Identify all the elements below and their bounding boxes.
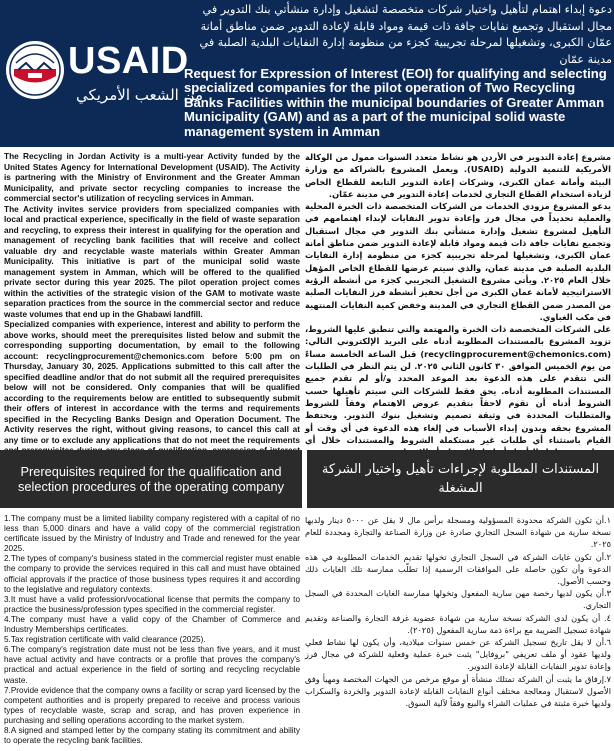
header-banner — [0, 0, 614, 147]
intro-english — [4, 151, 300, 466]
section-heading-english: Prerequisites required for the qualification and selection procedures of the operating company — [0, 450, 302, 508]
intro-paragraph-ar: على الشركات المتخصصة ذات الخبرة والمهتمة والتي تنطبق عليها الشروط، تزويد المشروع بالمستندات المطلوبة أدناه على البريد الإلكتروني التالي: (recyclingprocurement@chemonics.com) قبل الساعة الخامسة مساءً من يوم الخميس الموافق ٣٠ كانون الثاني ٢٠٢٥. لن يتم النظر في الطلبات التي تتقدم على هذه الدعوة بعد الموعد المحدد و/أو لم تقدم جميع المستندات المطلوبة أدناه. يحق فقط للشركات التي سيتم تأهيلها حسب الشروط أدناه أن تقوم لاحقاً بتقديم عروض الاهتمام وفقاً للشروط والمتطلبات المحددة في وثيقة تصميم وتشغيل بنوك التدوير. ويحتفظ المشروع بحقه وبدون إبداء الأسباب في إلغاء هذه الدعوة في أي وقت أو القيام باستثناء أي طلبات غير مستكملة الشروط والمستندات خلال أي — [305, 324, 611, 445]
prerequisite-item-ar: ١.أن تكون الشركة محدودة المسؤولية ومسجلة برأس مال لا يقل عن ٥٠٠٠ دينار ولديها نسخة سارية من شهادة السجل التجاري صادرة عن وزارة الصناعة والتجارة ومجددة للعام ٢٠٢٥. — [305, 515, 611, 550]
prerequisite-item-ar: ٤. أن يكون لدى الشركة نسخة سارية من شهادة عضوية غرفة التجارة والصناعة وتقديم شهادة تسجيل الضريبة مع براءة ذمة سارية المفعول (٢٠٢٥). — [305, 612, 611, 635]
prerequisite-item: 1.The company must be a limited liability company registered with a capital of no less than 5,000 dinars and have a valid copy of the commercial registration certificate issued by the Ministry of Industry and Trade and renewed for the year 2025. — [4, 514, 300, 554]
prerequisite-item-ar: ٧.إرفاق ما يثبت أن الشركة تمتلك منشأة أو موقع مرخص من الجهات المختصة ومهيأ وفق الأصول لاستقبال ومعالجة مختلف أنواع النفايات القابلة لإعادة التدوير والخردة والسكراب ولديها خبرة مثبتة في عمليات الشراء والبيع وفقاً لآلية السوق. — [305, 673, 611, 709]
intro-paragraph: The Recycling in Jordan Activity is a multi-year Activity funded by the United States Agency for International Development (USAID). The Activity is partnering with the Ministry of Environment and the Greater Amman Municipality, and private sector recycling companies to increase the commercial sector's utilization of recycling services in Amman. — [4, 151, 300, 203]
prerequisite-item-ar: ٢.أن تكون غايات الشركة في السجل التجاري تخولها تقديم الخدمات المطلوبة في هذه الدعوة وأن تكون حاصلة على الموافقات الرسمية إذا تطلّب ممارسة تلك الغايات ذلك وحسب الأصول. — [305, 551, 611, 587]
intro-arabic — [305, 151, 611, 458]
prerequisite-item: 7.Provide evidence that the company owns a facility or scrap yard licensed by the competent authorities and is properly prepared to receive and process various types of recyclable waste, scrap and scrap, and has proven experience in purchasing and selling operations according to the market system. — [4, 685, 300, 725]
prerequisites-arabic — [305, 514, 611, 709]
logo-wordmark: USAID — [68, 40, 189, 82]
prerequisite-item-ar: ٦.أن لا يقل تاريخ تسجيل الشركة عن خمس سنوات ميلادية، وأن يكون لها نشاط فعلي ولديها عقود أو ملف تعريفي "بروفايل" يثبت خبرة عملية وفعلية للشركة في مجال فرز وإعادة تدوير النفايات القابلة لإعادة التدوير. — [305, 637, 611, 672]
intro-paragraph-ar: يدعو المشروع مزودي الخدمات من الشركات المتخصصة ذات الخبرة المحلية والعملية تحديداً في مجال فرز وإعادة تدوير النفايات لإبداء اهتمامهم في التأهيل لمشروع تشغيل وإدارة منشأتي بنك التدوير في مجال استقبال وتجميع نفايات جافة ذات قيمة ومواد قابلة لإعادة التدوير ضمن مناطق أمانة عمان الكبرى، وتشغيلها لمرحلة تجريبية كجزء من منظومة إدارة النفايات البلدية الصلبة في مدينة عمان، والذي سيتم عرضها للقطاع الخاص المؤهل خلال العام ٢٠٢٥. ويأتي مشروع التشغيل التجريبي كجزء من أنشطة الرؤية الاستراتيجية لأمانة عمان الكبرى من أجل تحفيز أنشطة فرز النفايات الصلبة من المصدر ضمن القطاع التجاري في المدينة وخفض كمية النفايات المنتهية في مكب الغباوي. — [305, 201, 611, 322]
prerequisite-item: 6.The company's registration date must not be less than five years, and it must have actual activity and have contracts or a profile that proves the company's practical and actual experience in the field of sorting and recycling recyclable waste. — [4, 645, 300, 685]
title-english: Request for Expression of Interest (EOI) for qualifying and selecting specialized companies for the pilot operation of Two Recycling Banks Facilities within the municipal boundaries of Greater Amman Municipality (GAM) and as a part of the municipal solid waste management system in Amman — [184, 66, 607, 139]
prerequisites-english — [4, 514, 300, 746]
prerequisite-item: 4.The company must have a valid copy of the Chamber of Commerce and Industry Memberships certificates. — [4, 614, 300, 635]
prerequisite-item: 3.It must have a valid profession/vocational license that permits the company to practice the business/profession types specified in the commercial register. — [4, 594, 300, 614]
usaid-logo — [4, 36, 204, 124]
title-arabic: دعوة إبداء اهتمام لتأهيل واختيار شركات متخصصة لتشغيل وإدارة منشأتي بنك التدوير في مجال استقبال وتجميع نفايات جافة ذات قيمة ومواد قابلة لإعادة التدوير ضمن مناطق أمانة عمّان الكبرى، وتشغيلها لمرحلة تجريبية كجزء من منظومة إدارة النفايات البلدية الصلبة في مدينة عمّان — [199, 3, 612, 66]
intro-paragraph: Specialized companies with experience, interest and ability to perform the above works, should meet the prerequisites listed below and submit the corresponding supporting documentation, by email to the following account: recyclingprocurement@chemonics.com before 5:00 pm on Thursday, January 30, 2025. Applications submitted to this call after the specified deadline and/or that do not submit all the required prerequisites below will not be considered. Only companies that will be qualified according to the requirements below are entitled to subsequently submit their offers of interest in accordance with the terms and requirements specified in the Recycling Banks Design and Operation Document. The Activity reserves the right, without giving reasons, to cancel this call at any time or to exclude any applications that do not meet the requirements — [4, 319, 300, 445]
intro-paragraph: The Activity invites service providers from specialized companies with local and practical experience, specifically in the field of waste separation and recycling, to express their interest in qualifying for the operation and management of recycling bank facilities that will receive and collect valuable dry and recyclable waste materials within Greater Amman Municipality. This initiative is part of the municipal solid waste management system in Amman, which will be offered to the qualified private sector during this year 2025. The pilot operation project comes within the activities of the strategic vision of the GAM to motivate waste separation practices from the source in the commercial sector and reduce waste volumes that end up in the Ghabawi landfill. — [4, 203, 300, 319]
prerequisite-item: 8.A signed and stamped letter by the company stating its commitment and ability to operate the recycling bank facilities. — [4, 725, 300, 746]
prerequisite-item-ar: ٣.أن يكون لديها رخصة مهن سارية المفعول وتخولها ممارسة الغايات المحددة في السجل التجاري. — [305, 588, 611, 611]
section-heading-arabic: المستندات المطلوبة لإجراءات تأهيل واختيار الشركة المشغلة — [307, 450, 614, 508]
prerequisite-item: 5.Tax registration certificate with valid clearance (2025). — [4, 635, 206, 645]
prerequisite-item: 2.The types of company's business stated in the commercial register must enable the company to provide the services required in this call and must have obtained official approvals if the practice of those business types requires it and according to the legislative and regulatory contexts. — [4, 554, 300, 594]
logo-subtitle: من الشعب الأمريكي — [76, 86, 204, 104]
usaid-seal-icon — [4, 39, 66, 101]
intro-paragraph-ar: مشروع إعادة التدوير في الأردن هو نشاط متعدد السنوات ممول من الوكالة الأمريكية للتنمية الدولية (USAID). ويعمل المشروع بالشراكة مع وزارة البيئة وأمانة عمان الكبرى، وشركات إعادة التدوير التابعة للقطاع الخاص لزيادة استخدام القطاع التجاري لخدمات إعادة التدوير في مدينة عمّان. — [305, 152, 611, 199]
